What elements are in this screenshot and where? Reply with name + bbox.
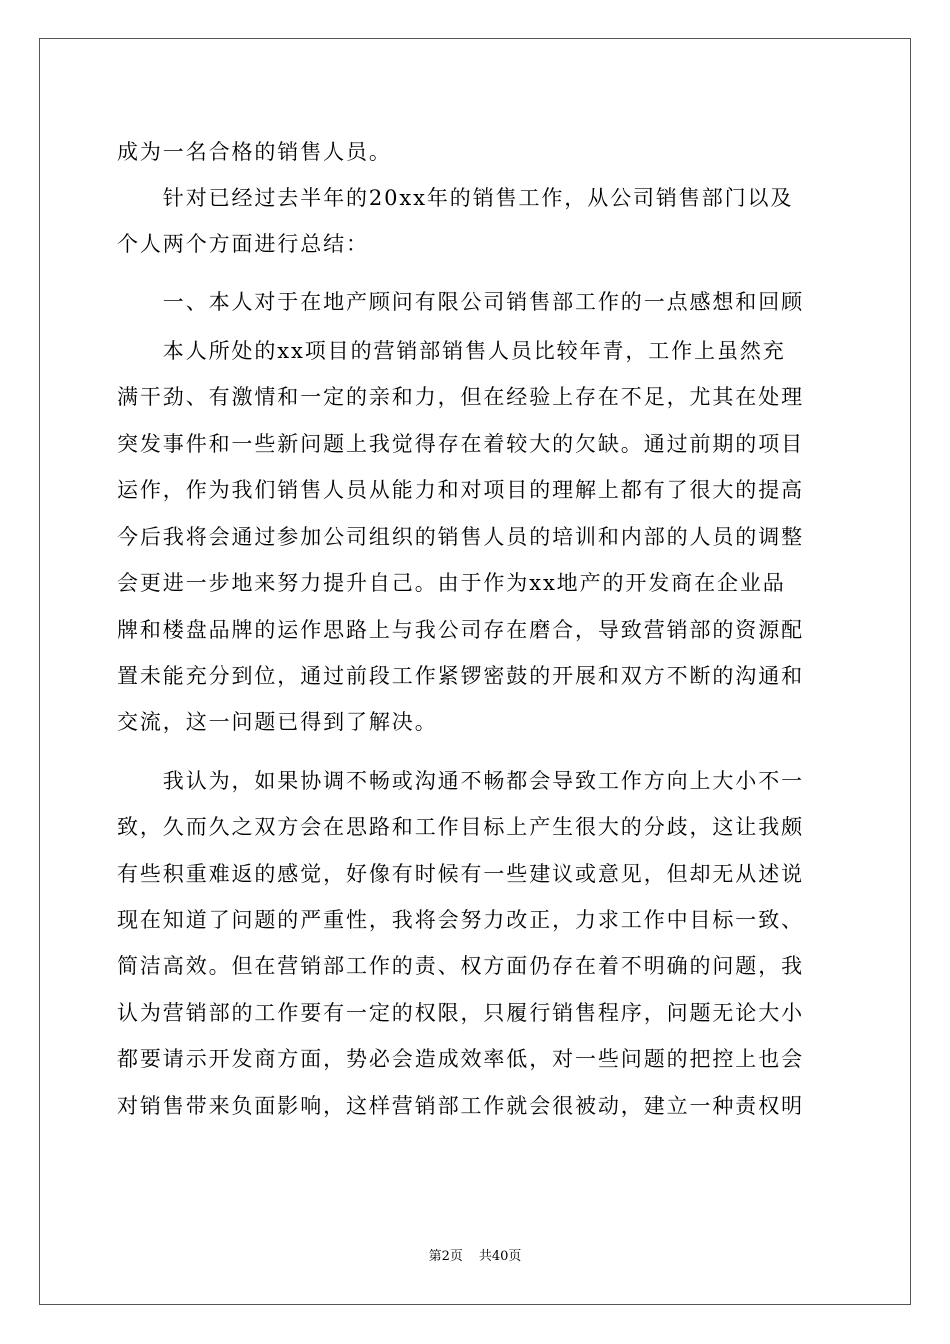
text-line: 运作，作为我们销售人员从能力和对项目的理解上都有了很大的提高 <box>117 478 804 502</box>
text-line: 都要请示开发商方面，势必会造成效率低，对一些问题的把控上也会 <box>117 1047 804 1071</box>
text-line: 本人所处的xx项目的营销部销售人员比较年青，工作上虽然充 <box>117 339 786 363</box>
text-line: 置未能充分到位，通过前段工作紧锣密鼓的开展和双方不断的沟通和 <box>117 664 804 688</box>
text-line: 会更进一步地来努力提升自己。由于作为xx地产的开发商在企业品 <box>117 571 786 595</box>
text-line: 一、本人对于在地产顾问有限公司销售部工作的一点感想和回顾 <box>117 290 804 314</box>
text-line: 牌和楼盘品牌的运作思路上与我公司存在磨合，导致营销部的资源配 <box>117 618 804 642</box>
text-line: 满干劲、有激情和一定的亲和力，但在经验上存在不足，尤其在处理 <box>117 385 804 409</box>
page-number: 第2页 <box>428 1249 463 1264</box>
text-line: 交流，这一问题已得到了解决。 <box>117 710 438 734</box>
text-line: 致，久而久之双方会在思路和工作目标上产生很大的分歧，这让我颇 <box>117 815 804 839</box>
text-line: 突发事件和一些新问题上我觉得存在着较大的欠缺。通过前期的项目 <box>117 432 804 456</box>
text-line: 认为营销部的工作要有一定的权限，只履行销售程序，问题无论大小 <box>117 1001 804 1025</box>
page-footer <box>0 1249 950 1265</box>
text-line: 今后我将会通过参加公司组织的销售人员的培训和内部的人员的调整 <box>117 525 804 549</box>
text-line: 简洁高效。但在营销部工作的责、权方面仍存在着不明确的问题，我 <box>117 954 804 978</box>
page-total: 共40页 <box>478 1249 522 1264</box>
text-line: 现在知道了问题的严重性，我将会努力改正，力求工作中目标一致、 <box>117 908 804 932</box>
text-line: 有些积重难返的感觉，好像有时候有一些建议或意见，但却无从述说 <box>117 862 804 886</box>
text-line: 我认为，如果协调不畅或沟通不畅都会导致工作方向上大小不一 <box>117 769 804 793</box>
text-line: 成为一名合格的销售人员。 <box>117 140 392 164</box>
text-line: 个人两个方面进行总结： <box>117 232 369 256</box>
text-line: 对销售带来负面影响，这样营销部工作就会很被动，建立一种责权明 <box>117 1094 804 1118</box>
text-line: 针对已经过去半年的20xx年的销售工作，从公司销售部门以及 <box>117 186 794 210</box>
